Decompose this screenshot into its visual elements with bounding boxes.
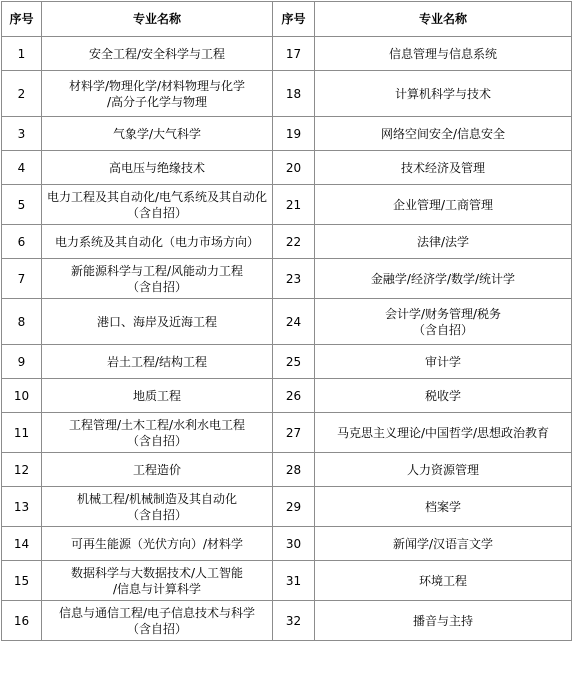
row-index-left: 15 [2,561,42,601]
row-index-left: 5 [2,185,42,225]
row-index-left: 4 [2,151,42,185]
major-name-left: 数据科学与大数据技术/人工智能 /信息与计算科学 [42,561,273,601]
row-index-right: 17 [273,37,315,71]
major-name-left: 工程造价 [42,453,273,487]
row-index-left: 1 [2,37,42,71]
header-index-left: 序号 [2,2,42,37]
table-row [2,379,572,413]
table-row [2,561,572,601]
table-body [2,37,572,641]
row-index-right: 18 [273,71,315,117]
major-name-left: 可再生能源（光伏方向）/材料学 [42,527,273,561]
major-name-right: 会计学/财务管理/税务 （含自招） [315,299,572,345]
row-index-right: 31 [273,561,315,601]
major-name-right: 技术经济及管理 [315,151,572,185]
row-index-left: 3 [2,117,42,151]
major-name-left: 工程管理/土木工程/水利水电工程 （含自招） [42,413,273,453]
row-index-right: 29 [273,487,315,527]
row-index-right: 26 [273,379,315,413]
major-name-right: 审计学 [315,345,572,379]
table-row [2,225,572,259]
table-row [2,299,572,345]
major-name-right: 计算机科学与技术 [315,71,572,117]
table-row [2,151,572,185]
major-name-left: 港口、海岸及近海工程 [42,299,273,345]
header-row [2,2,572,37]
major-name-right: 播音与主持 [315,601,572,641]
major-table [1,1,572,641]
table-row [2,413,572,453]
major-name-right: 档案学 [315,487,572,527]
row-index-left: 12 [2,453,42,487]
major-name-right: 马克思主义理论/中国哲学/思想政治教育 [315,413,572,453]
row-index-right: 20 [273,151,315,185]
major-name-right: 金融学/经济学/数学/统计学 [315,259,572,299]
table-row [2,117,572,151]
table-row [2,71,572,117]
row-index-right: 22 [273,225,315,259]
row-index-left: 16 [2,601,42,641]
table-row [2,527,572,561]
table-row [2,345,572,379]
major-name-left: 气象学/大气科学 [42,117,273,151]
header-index-right: 序号 [273,2,315,37]
major-name-left: 材料学/物理化学/材料物理与化学 /高分子化学与物理 [42,71,273,117]
major-name-left: 地质工程 [42,379,273,413]
row-index-left: 11 [2,413,42,453]
major-name-right: 企业管理/工商管理 [315,185,572,225]
major-name-right: 法律/法学 [315,225,572,259]
row-index-right: 30 [273,527,315,561]
row-index-left: 10 [2,379,42,413]
row-index-left: 14 [2,527,42,561]
major-name-right: 新闻学/汉语言文学 [315,527,572,561]
major-name-right: 环境工程 [315,561,572,601]
header-major-left: 专业名称 [42,2,273,37]
row-index-left: 2 [2,71,42,117]
row-index-left: 8 [2,299,42,345]
table-row [2,601,572,641]
row-index-right: 19 [273,117,315,151]
row-index-right: 23 [273,259,315,299]
table-row [2,37,572,71]
major-name-left: 电力工程及其自动化/电气系统及其自动化 （含自招） [42,185,273,225]
major-name-left: 岩土工程/结构工程 [42,345,273,379]
row-index-right: 21 [273,185,315,225]
row-index-right: 32 [273,601,315,641]
row-index-right: 27 [273,413,315,453]
table-row [2,259,572,299]
major-name-left: 电力系统及其自动化（电力市场方向） [42,225,273,259]
major-name-right: 税收学 [315,379,572,413]
major-name-left: 信息与通信工程/电子信息技术与科学 （含自招） [42,601,273,641]
major-name-right: 网络空间安全/信息安全 [315,117,572,151]
major-name-left: 新能源科学与工程/风能动力工程 （含自招） [42,259,273,299]
row-index-left: 6 [2,225,42,259]
major-name-right: 人力资源管理 [315,453,572,487]
major-name-right: 信息管理与信息系统 [315,37,572,71]
row-index-left: 9 [2,345,42,379]
table-row [2,185,572,225]
row-index-left: 7 [2,259,42,299]
major-name-left: 高电压与绝缘技术 [42,151,273,185]
table-row [2,487,572,527]
row-index-right: 28 [273,453,315,487]
row-index-right: 24 [273,299,315,345]
header-major-right: 专业名称 [315,2,572,37]
row-index-left: 13 [2,487,42,527]
major-name-left: 机械工程/机械制造及其自动化 （含自招） [42,487,273,527]
major-name-left: 安全工程/安全科学与工程 [42,37,273,71]
row-index-right: 25 [273,345,315,379]
table-row [2,453,572,487]
